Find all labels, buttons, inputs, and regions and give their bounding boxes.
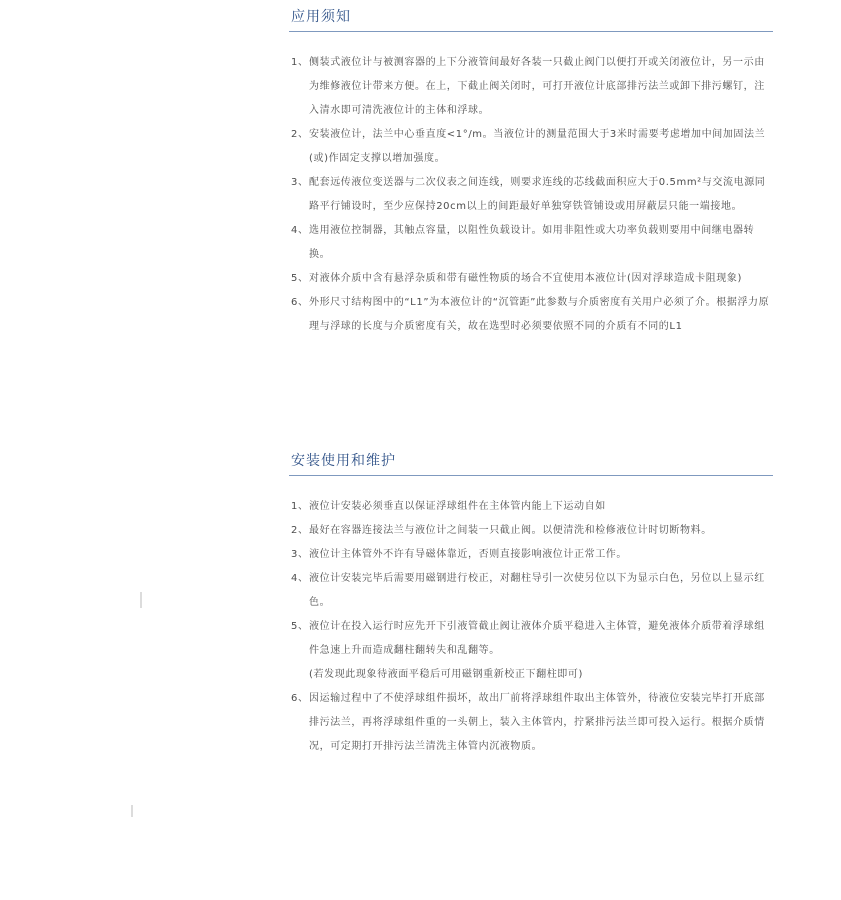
item-number: 1、 xyxy=(291,501,309,512)
item-number: 4、 xyxy=(291,573,309,584)
list-item xyxy=(289,291,773,339)
item-text: 对液体介质中含有悬浮杂质和带有磁性物质的场合不宜使用本液位计(因对浮球造成卡阻现象) xyxy=(309,273,743,284)
list-item xyxy=(289,543,773,567)
item-number: 6、 xyxy=(291,693,309,704)
item-text: 因运输过程中了不使浮球组件损坏，故出厂前将浮球组件取出主体管外，待液位安装完毕打开底部排污法兰，再将浮球组件重的一头朝上，装入主体管内，拧紧排污法兰即可投入运行。根据介质情况，可定期打开排污法兰清洗主体管内沉液物质。 xyxy=(309,693,765,752)
item-number: 1、 xyxy=(291,57,309,68)
item-number: 5、 xyxy=(291,621,309,632)
section-application-notes xyxy=(289,8,773,339)
item-text: 最好在容器连接法兰与液位计之间装一只截止阀。以便清洗和检修液位计时切断物料。 xyxy=(309,525,712,536)
item-number: 4、 xyxy=(291,225,309,236)
list-item xyxy=(289,219,773,267)
item-number: 6、 xyxy=(291,297,309,308)
application-notes-list xyxy=(289,51,773,339)
item-text: 液位计安装完毕后需要用磁钢进行校正，对翻柱导引一次使另位以下为显示白色，另位以上显示红色。 xyxy=(309,573,765,608)
list-item xyxy=(289,267,773,291)
item-number: 3、 xyxy=(291,549,309,560)
item-text: 液位计主体管外不许有导磁体靠近，否则直接影响液位计正常工作。 xyxy=(309,549,627,560)
item-number: 2、 xyxy=(291,525,309,536)
item-number: 2、 xyxy=(291,129,309,140)
installation-maintenance-list xyxy=(289,495,773,759)
list-item xyxy=(289,171,773,219)
list-item xyxy=(289,519,773,543)
item-text: 安装液位计，法兰中心垂直度<1°/m。当液位计的测量范围大于3米时需要考虑增加中间加固法兰(或)作固定支撑以增加强度。 xyxy=(309,129,766,164)
list-item xyxy=(289,615,773,663)
item-text: 配套远传液位变送器与二次仪表之间连线，则要求连线的芯线截面积应大于0.5mm²与交流电源同路平行铺设时，至少应保持20cm以上的间距最好单独穿铁管铺设或用屏蔽层只能一端接地。 xyxy=(309,177,766,212)
item-text: 外形尺寸结构图中的“L1”为本液位计的“沉管距”此参数与介质密度有关用户必须了介。根据浮力原理与浮球的长度与介质密度有关，故在选型时必须要依照不同的介质有不同的L1 xyxy=(309,297,770,332)
item-number: 3、 xyxy=(291,177,309,188)
item-text: 选用液位控制器，其触点容量，以阻性负载设计。如用非阻性或大功率负载则要用中间继电器转换。 xyxy=(309,225,755,260)
section-title-application-notes: 应用须知 xyxy=(289,8,773,32)
item-note: (若发现此现象待液面平稳后可用磁钢重新校正下翻柱即可) xyxy=(309,669,584,680)
item-text: 液位计安装必须垂直以保证浮球组件在主体管内能上下运动自如 xyxy=(309,501,606,512)
item-number: 5、 xyxy=(291,273,309,284)
scan-artifact-mark xyxy=(140,592,142,608)
list-item xyxy=(289,687,773,759)
item-text: 液位计在投入运行时应先开下引液管截止阀让液体介质平稳进入主体管，避免液体介质带着浮球组件急速上升而造成翻柱翻转失和乱翻等。 xyxy=(309,621,765,656)
list-item xyxy=(289,495,773,519)
list-item xyxy=(289,567,773,615)
scan-artifact-mark xyxy=(131,805,133,817)
item-text: 侧装式液位计与被测容器的上下分液管间最好各装一只截止阀门以便打开或关闭液位计，另一示由为维修液位计带来方便。在上，下截止阀关闭时，可打开液位计底部排污法兰或卸下排污螺钉，注入清水即可清洗液位计的主体和浮球。 xyxy=(309,57,765,116)
list-item xyxy=(289,51,773,123)
list-item xyxy=(289,123,773,171)
section-title-installation-maintenance: 安装使用和维护 xyxy=(289,452,773,476)
section-installation-maintenance xyxy=(289,452,773,759)
